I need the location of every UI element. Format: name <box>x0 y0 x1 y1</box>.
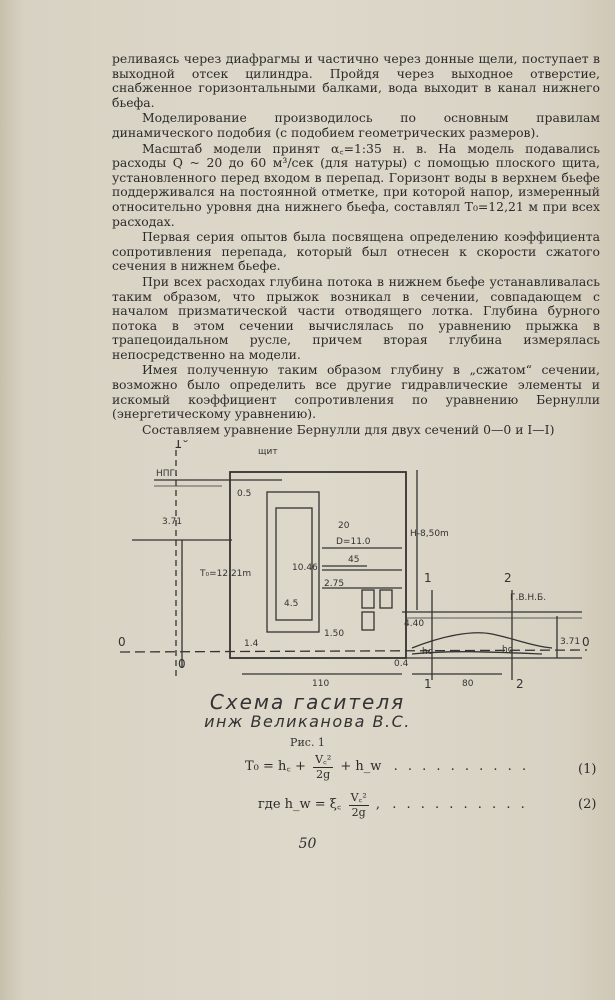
dim-04-label: 0.4 <box>394 659 409 669</box>
eq1-numerator: V꜀² <box>315 753 332 766</box>
dim-371b-label: 3.71 <box>560 637 581 647</box>
paragraph: Первая серия опытов была посвящена определению коэффициента сопротивления перепада, который был отнесен к скорости сжатого сечения в нижнем бьефе. <box>112 229 600 274</box>
eq2-numerator: V꜀² <box>350 791 367 804</box>
dim-150-label: 1.50 <box>324 629 345 639</box>
eq1-leader-dots: . . . . . . . . . . <box>393 759 530 774</box>
section-1o-label: 1° <box>174 440 189 452</box>
hc-label-1: hc <box>422 647 433 657</box>
figure-caption-author: инж Великанова В.С. <box>204 712 411 731</box>
section-1-label: 1 <box>424 571 432 585</box>
body-text <box>112 52 600 437</box>
eq2-fraction <box>349 790 369 819</box>
figure-caption-title: Схема гасителя <box>209 690 406 714</box>
zero-right-label: 0 <box>582 635 590 649</box>
eq1-fraction <box>313 752 333 781</box>
equation-2 <box>258 790 528 819</box>
paragraph: Моделирование производилось по основным правилам динамического подобия (с подобием геометрических размеров). <box>112 110 600 140</box>
eq2-rhs: , <box>375 797 381 812</box>
eq1-rhs: + h_w <box>340 759 382 774</box>
zero-low-label: 0 <box>178 657 186 671</box>
paragraph: Имея полученную таким образом глубину в „сжатом“ сечении, возможно было определить все другие гидравлические элементы и искомый коэффициент сопротивления по уравнению Бернулли (энергетическому уравнению). <box>112 362 600 422</box>
inner-shaft <box>267 492 319 632</box>
dim-80-label: 80 <box>462 679 474 689</box>
eq1-lhs: T₀ = h꜀ + <box>245 759 306 774</box>
figure-label: Рис. 1 <box>290 736 325 749</box>
dim-14-label: 1.4 <box>244 639 259 649</box>
dim-20-label: 20 <box>338 521 350 531</box>
dim-440-label: 4.40 <box>404 619 425 629</box>
equation-2-number: (2) <box>578 797 597 812</box>
diagram-drawing <box>112 440 602 690</box>
datum-line <box>120 650 587 652</box>
paragraph: Составляем уравнение Бернулли для двух сечений 0—0 и I—I) <box>142 421 555 437</box>
section-1b-label: 1 <box>424 677 432 690</box>
t0-label: T₀=12.21m <box>200 569 252 579</box>
lower-level-label: Г.В.Н.Б. <box>510 593 547 603</box>
zero-left-label: 0 <box>118 635 126 649</box>
dim-45-label: 45 <box>348 555 360 565</box>
dim-110-label: 110 <box>312 679 330 689</box>
dim-371a-label: 3.71 <box>162 517 183 527</box>
upper-level-label: НПГ. <box>156 469 178 479</box>
dim-05-label: 0.5 <box>237 489 252 499</box>
eq1-denominator: 2g <box>316 768 331 781</box>
head-label: H-8,50m <box>410 529 449 539</box>
d-label: D=11.0 <box>336 537 371 547</box>
dim-275-label: 2.75 <box>324 579 345 589</box>
stilling-basin-diagram <box>112 440 602 690</box>
outer-chamber <box>230 472 406 658</box>
dim-45b-label: 4.5 <box>284 599 299 609</box>
paragraph: Масштаб модели принят α꜀=1:35 н. в. На модель подавались расходы Q ~ 20 до 60 м³/сек (для натуры) с помощью плоского щита, установленного перед входом в перепад. Горизонт воды в верхнем бьефе поддерживался на постоянной отметке, при которой напор, измеренный относительно уровня дна нижнего бьефа, составлял T₀=12,21 м при всех расходах. <box>112 140 600 229</box>
dim-1046-label: 10.46 <box>292 563 318 573</box>
eq2-denominator: 2g <box>351 806 366 819</box>
page-number: 50 <box>298 836 317 852</box>
eq2-leader-dots: . . . . . . . . . . <box>392 797 528 812</box>
equation-1 <box>245 752 529 781</box>
paragraph: При всех расходах глубина потока в нижнем бьефе устанавливалась таким образом, что прыжок возникал в сечении, совпадающем с началом призматической части отводящего лотка. Глубина бурного потока в этом сечении вычислялась по уравнению прыжка в трапецоидальном русле, причем вторая глубина измерялась непосредственно на модели. <box>112 273 600 362</box>
hc-label-2: hc <box>502 645 513 655</box>
shield-label: щит <box>258 447 278 457</box>
hydraulic-jump <box>412 633 552 648</box>
equation-1-number: (1) <box>578 762 597 777</box>
eq2-lhs: где h_w = ξ꜀ <box>258 797 342 812</box>
section-2-label: 2 <box>504 571 512 585</box>
section-2b-label: 2 <box>516 677 524 690</box>
paragraph: реливаясь через диафрагмы и частично через донные щели, поступает в выходной отсек цилиндра. Пройдя через выходное отверстие, снабженное горизонтальными балками, вода выходит в канал нижнего бьефа. <box>112 51 600 110</box>
